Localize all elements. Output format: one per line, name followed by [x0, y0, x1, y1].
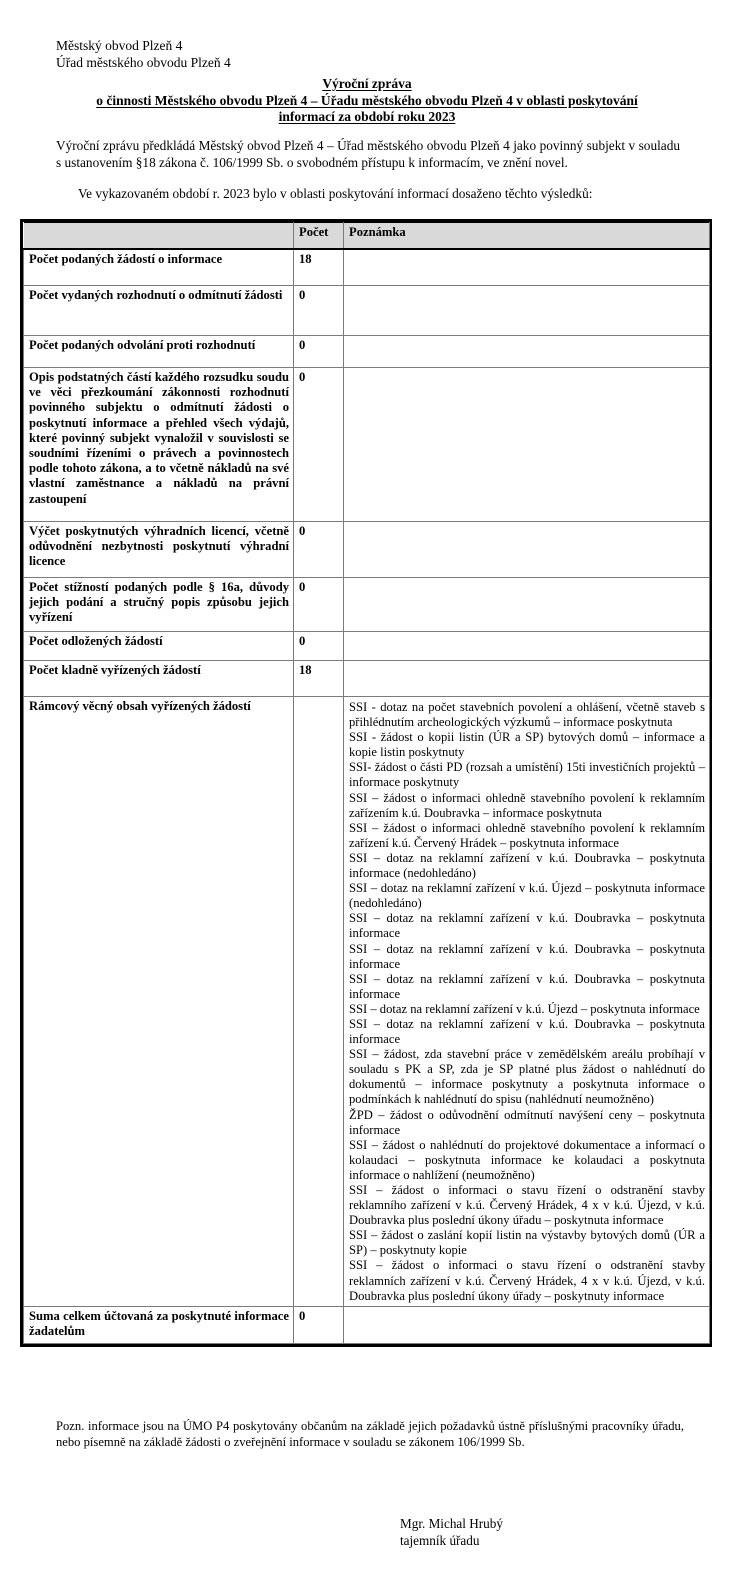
note-line: SSI – dotaz na reklamní zařízení v k.ú. Doubravka – poskytnuta informace (nedohledáno): [349, 850, 705, 881]
note-line: SSI – dotaz na reklamní zařízení v k.ú. Doubravka – poskytnuta informace: [349, 1016, 705, 1047]
row-label: Suma celkem účtovaná za poskytnuté informace žadatelům: [24, 1306, 294, 1343]
column-header-count: Počet: [294, 223, 344, 250]
title-line-3: informací za období roku 2023: [278, 109, 456, 124]
row-count: 0: [294, 1306, 344, 1343]
note-line: SSI- žádost o části PD (rozsah a umístění) 15ti investičních projektů – informace poskytnuty: [349, 760, 705, 790]
table-row: [24, 286, 710, 336]
row-label: Opis podstatných částí každého rozsudku soudu ve věci přezkoumání zákonnosti rozhodnutí povinného subjektu o odmítnutí žádosti o poskytnutí informace a přehled všech výdajů, které povinný subjekt vynaložil v souvislosti se soudními řízeními o právech a povinnostech podle tohoto zákona, a to včetně nákladů na své vlastní zaměstnance a nákladů na právní zastoupení: [24, 368, 294, 522]
signature-name: Mgr. Michal Hrubý: [400, 1516, 503, 1531]
note-line: SSI – žádost, zda stavební práce v zemědělském areálu probíhají v souladu s PK a SP, zda je SP platné plus žádost o nahlédnutí do dokumentů – informace poskytnuty a poskytnuta informace o podmínkách k nahlédnutí do spisu (nahlédnutí neumožněno): [349, 1047, 705, 1107]
note-line: ŽPD – žádost o odůvodnění odmítnutí navýšení ceny – poskytnuta informace: [349, 1107, 705, 1137]
row-count: 0: [294, 578, 344, 632]
document-title: [56, 76, 678, 126]
note-line: SSI – žádost o informaci ohledně stavebního povolení k reklamním zařízení k.ú. Červený Hrádek – poskytnuta informace: [349, 820, 705, 850]
note-line: SSI – dotaz na reklamní zařízení v k.ú. Doubravka – poskytnuta informace: [349, 971, 705, 1001]
row-note: [344, 632, 710, 661]
row-count: [294, 697, 344, 1307]
row-label: Počet podaných žádostí o informace: [24, 249, 294, 286]
table-row: [24, 368, 710, 522]
note-line: SSI – dotaz na reklamní zařízení v k.ú. Doubravka – poskytnuta informace: [349, 941, 705, 971]
row-note: [344, 336, 710, 368]
note-line: SSI – žádost o informaci ohledně stavebního povolení k reklamním zařízením k.ú. Doubravka – informace poskytnuta: [349, 790, 705, 820]
column-header-note: Poznámka: [344, 223, 710, 250]
table-row: [24, 661, 710, 697]
table-row: [24, 1306, 710, 1343]
row-note: [344, 578, 710, 632]
note-line: SSI – dotaz na reklamní zařízení v k.ú. Újezd – poskytnuta informace: [349, 1001, 700, 1016]
note-line: SSI - žádost o kopii listin (ÚR a SP) bytových domů – informace a kopie listin poskytnuty: [349, 730, 705, 760]
table-row: [24, 522, 710, 578]
row-label: Počet kladně vyřízených žádostí: [24, 661, 294, 697]
intro-paragraph-2: Ve vykazovaném období r. 2023 bylo v oblasti poskytování informací dosaženo těchto výsledků:: [78, 186, 593, 201]
table-body: [24, 249, 710, 1343]
row-label: Počet podaných odvolání proti rozhodnutí: [24, 336, 294, 368]
row-note: [344, 286, 710, 336]
footer-note: Pozn. informace jsou na ÚMO P4 poskytovány občanům na základě jejich požadavků ústně příslušnými pracovníky úřadu, nebo písemně na základě žádosti o zveřejnění informace v souladu se zákonem 106/1999 Sb.: [56, 1419, 684, 1449]
row-count: 0: [294, 336, 344, 368]
column-header-item: [24, 223, 294, 250]
organization-line-1: Městský obvod Plzeň 4: [56, 38, 183, 53]
table-row: [24, 632, 710, 661]
report-table: [23, 222, 710, 1344]
row-count: 0: [294, 286, 344, 336]
title-line-2: o činnosti Městského obvodu Plzeň 4 – Úřadu městského obvodu Plzeň 4 v oblasti poskytování: [96, 92, 638, 108]
note-line: SSI – žádost o nahlédnutí do projektové dokumentace a informací o kolaudaci – poskytnuta informace ke kolaudaci a poskytnuta informace o nahlížení (neumožněno): [349, 1137, 705, 1182]
organization-header: [56, 38, 231, 71]
table-row: [24, 249, 710, 286]
table-row: [24, 697, 710, 1307]
row-note-list: [344, 697, 710, 1307]
intro-paragraph-1: Výroční zprávu předkládá Městský obvod Plzeň 4 – Úřad městského obvodu Plzeň 4 jako povinný subjekt v souladu s ustanovením §18 zákona č. 106/1999 Sb. o svobodném přístupu k informacím, ve znění novel.: [56, 138, 680, 170]
row-note: [344, 368, 710, 522]
report-table-container: [20, 219, 712, 1347]
row-label: Počet stížností podaných podle § 16a, důvody jejich podání a stručný popis způsobu jejich vyřízení: [24, 578, 294, 632]
table-header-row: [24, 223, 710, 250]
note-line: SSI – žádost o informaci o stavu řízení o odstranění stavby reklamního zařízení v k.ú. Červený Hrádek, 4 x v k.ú. Újezd, v k.ú. Doubravka plus poslední úkony úřadu – poskytnuta informace: [349, 1183, 705, 1228]
row-label: Počet vydaných rozhodnutí o odmítnutí žádosti: [24, 286, 294, 336]
title-line-1: Výroční zpráva: [322, 76, 412, 91]
table-row: [24, 336, 710, 368]
row-count: 0: [294, 632, 344, 661]
note-line: SSI - dotaz na počet stavebních povolení a ohlášení, včetně staveb s přihlédnutím archeologických výzkumů – informace poskytnuta: [349, 700, 705, 730]
row-label: Rámcový věcný obsah vyřízených žádostí: [24, 697, 294, 1307]
signature-role: tajemník úřadu: [400, 1532, 480, 1548]
row-label: Výčet poskytnutých výhradních licencí, včetně odůvodnění nezbytnosti poskytnutí výhradní licence: [24, 522, 294, 578]
row-count: 18: [294, 661, 344, 697]
row-note: [344, 249, 710, 286]
row-count: 0: [294, 368, 344, 522]
signature-block: [400, 1516, 503, 1549]
row-note: [344, 1306, 710, 1343]
row-count: 18: [294, 249, 344, 286]
organization-line-2: Úřad městského obvodu Plzeň 4: [56, 54, 231, 70]
table-row: [24, 578, 710, 632]
row-note: [344, 522, 710, 578]
note-line: SSI – žádost o informaci o stavu řízení o odstranění stavby reklamních zařízení v k.ú. Červený Hrádek, 4 x v k.ú. Újezd, v k.ú. Doubravka plus poslední úkony úřady – poskytnuty informace: [349, 1258, 705, 1303]
row-count: 0: [294, 522, 344, 578]
note-line: SSI – dotaz na reklamní zařízení v k.ú. Újezd – poskytnuta informace (nedohledáno): [349, 881, 705, 911]
row-note: [344, 661, 710, 697]
row-label: Počet odložených žádostí: [24, 632, 294, 661]
note-line: SSI – dotaz na reklamní zařízení v k.ú. Doubravka – poskytnuta informace: [349, 911, 705, 941]
note-line: SSI – žádost o zaslání kopií listin na výstavby bytových domů (ÚR a SP) – poskytnuty kopie: [349, 1228, 705, 1258]
table-header: [24, 223, 710, 250]
